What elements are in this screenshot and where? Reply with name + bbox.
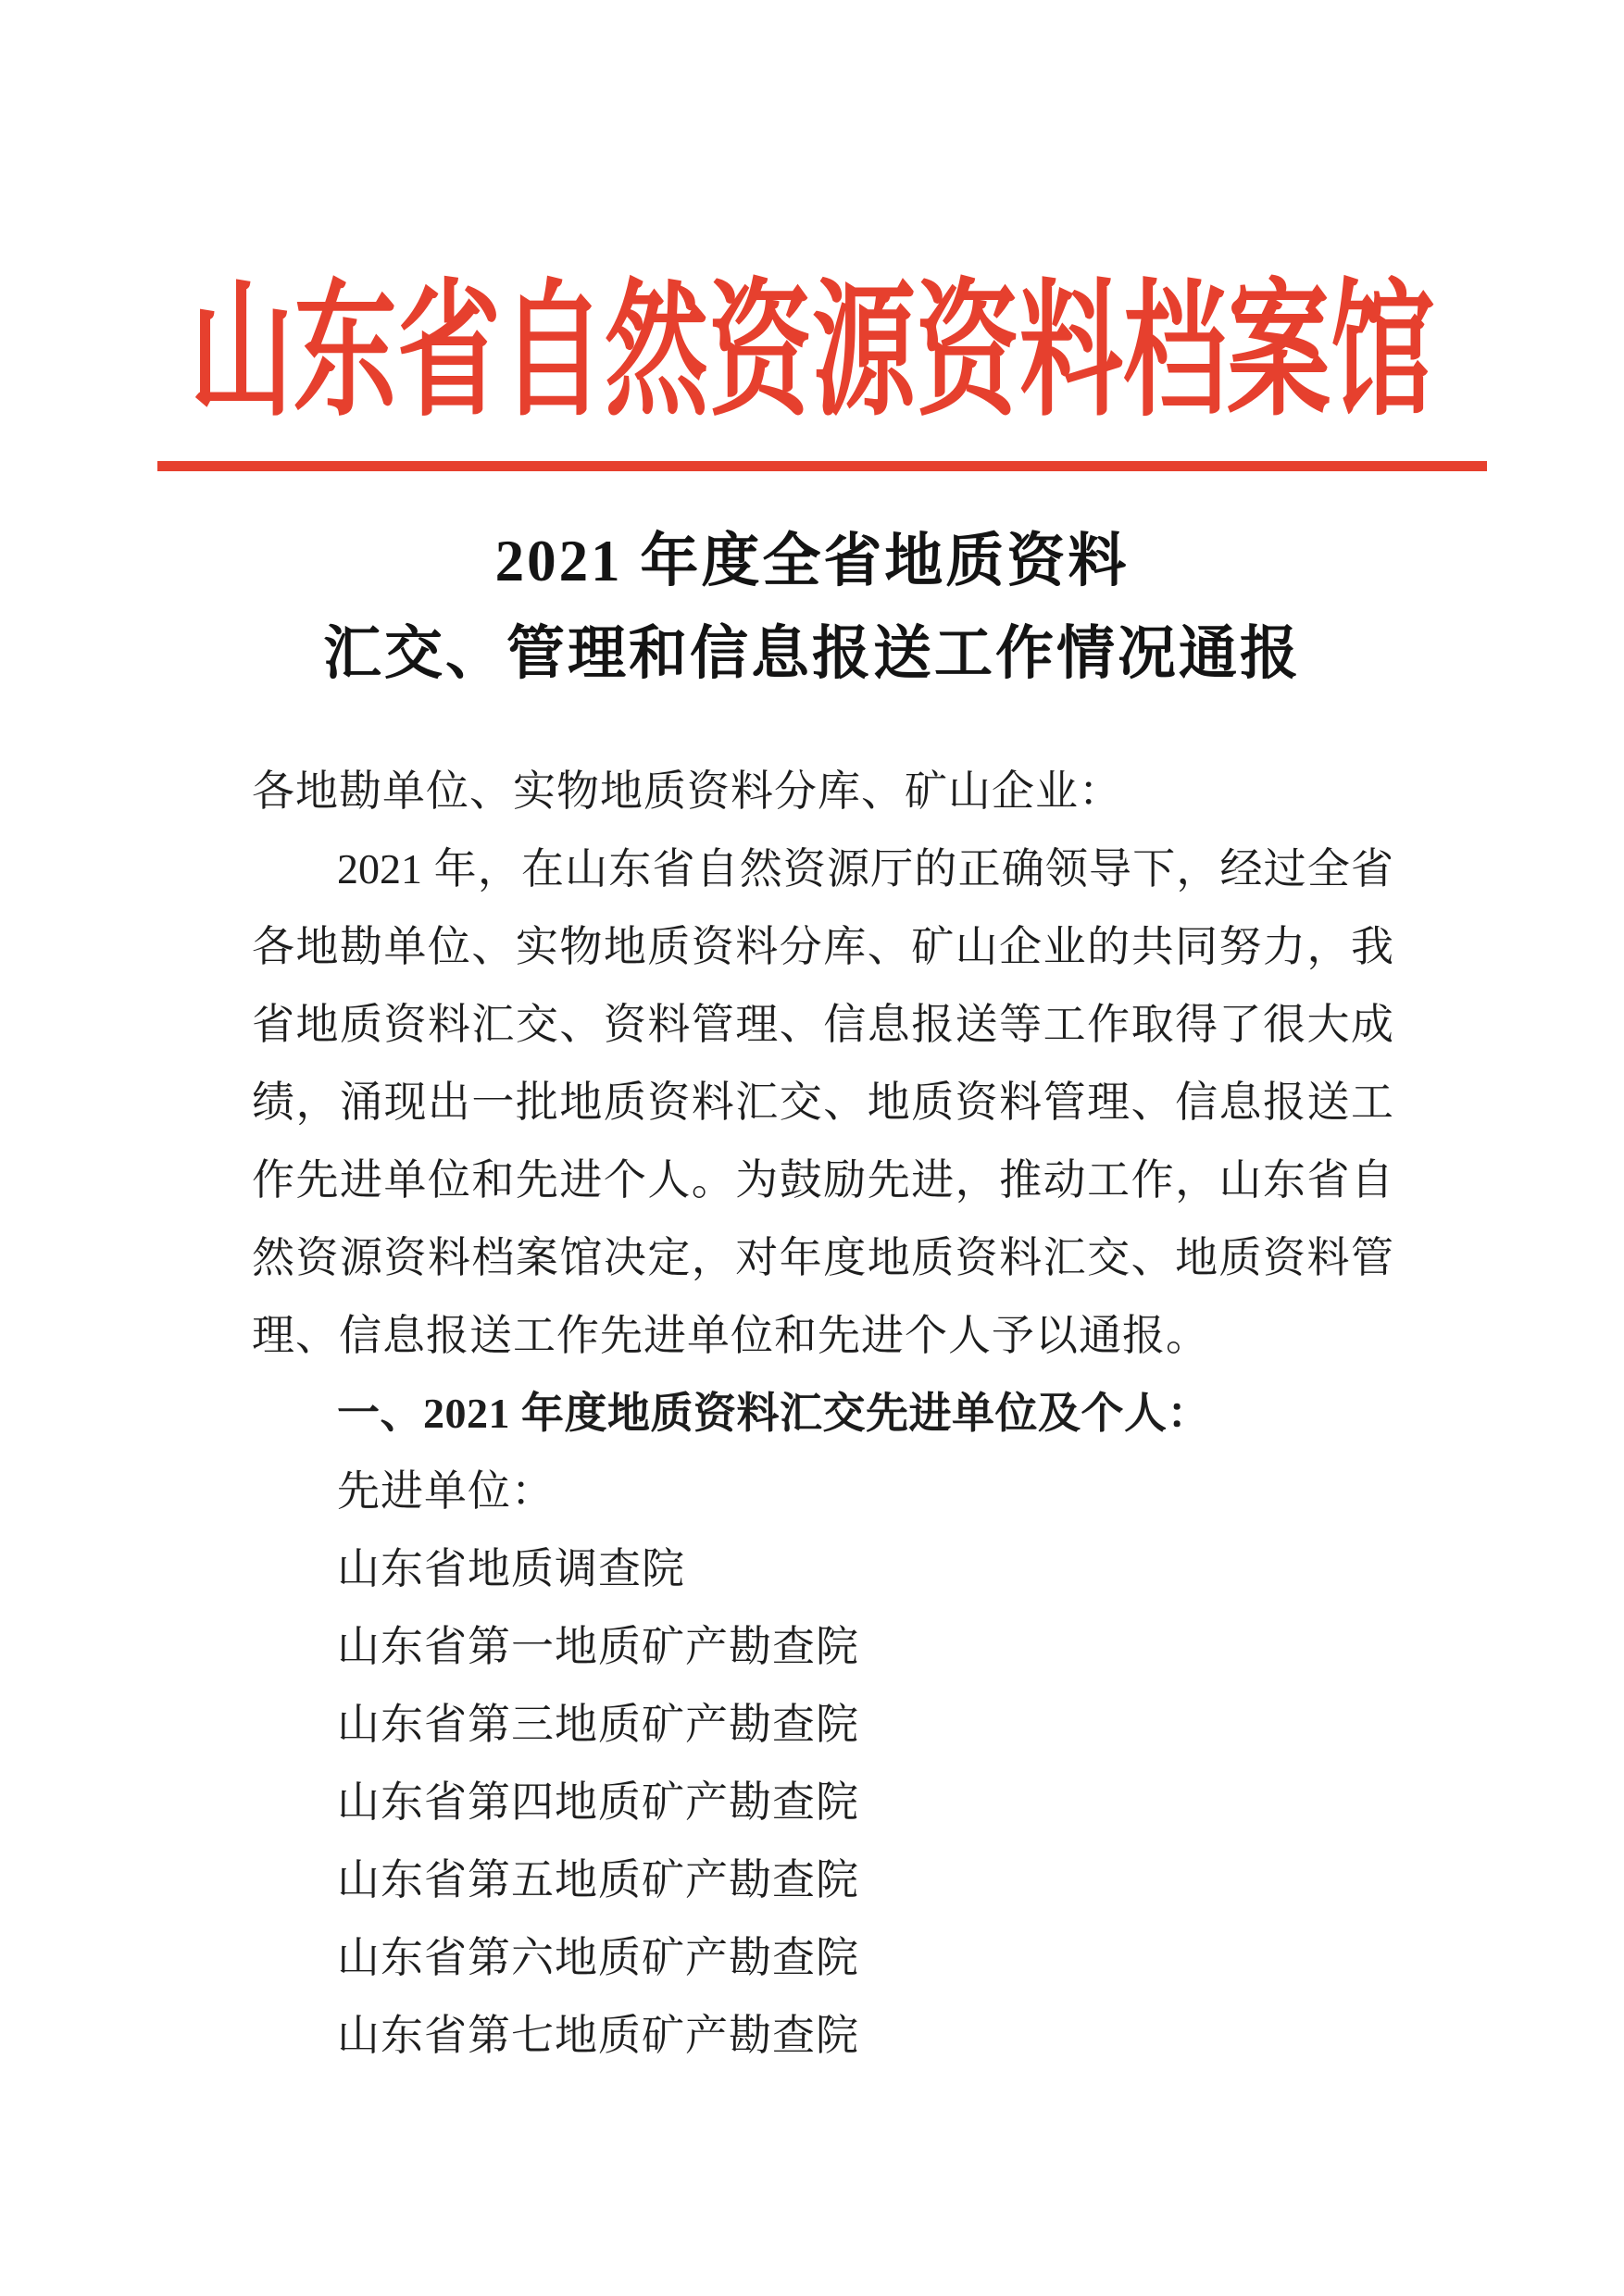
letterhead-org-name: 山东省自然资源资料档案馆 <box>190 271 1434 435</box>
paragraph-line: 省地质资料汇交、资料管理、信息报送等工作取得了很大成 <box>252 1001 1393 1048</box>
unit-list-item: 山东省第一地质矿产勘查院 <box>337 1623 859 1670</box>
unit-list-item: 山东省第五地质矿产勘查院 <box>337 1856 859 1903</box>
unit-list-item: 山东省第三地质矿产勘查院 <box>337 1701 859 1748</box>
section-heading: 一、2021 年度地质资料汇交先进单位及个人： <box>337 1390 1210 1437</box>
document-title-line-2: 汇交、管理和信息报送工作情况通报 <box>323 621 1301 686</box>
letterhead-divider-rule <box>157 461 1487 471</box>
unit-list-item: 山东省第七地质矿产勘查院 <box>337 2012 859 2059</box>
document-title-line-1: 2021 年度全省地质资料 <box>494 529 1130 593</box>
paragraph-line: 各地勘单位、实物地质资料分库、矿山企业的共同努力，我 <box>252 923 1393 970</box>
subheading-advanced-units: 先进单位： <box>337 1467 555 1515</box>
document-title <box>0 515 1624 700</box>
paragraph-line: 2021 年，在山东省自然资源厅的正确领导下，经过全省 <box>337 845 1393 892</box>
paragraph-line: 绩，涌现出一批地质资料汇交、地质资料管理、信息报送工 <box>252 1079 1393 1126</box>
salutation-line: 各地勘单位、实物地质资料分库、矿山企业： <box>252 767 1122 815</box>
unit-list-item: 山东省第六地质矿产勘查院 <box>337 1934 859 1981</box>
unit-list-item: 山东省地质调查院 <box>337 1545 685 1592</box>
unit-list-item: 山东省第四地质矿产勘查院 <box>337 1778 859 1826</box>
paragraph-line: 作先进单位和先进个人。为鼓励先进，推动工作，山东省自 <box>252 1156 1393 1204</box>
paragraph-line: 理、信息报送工作先进单位和先进个人予以通报。 <box>252 1312 1209 1359</box>
paragraph-line: 然资源资料档案馆决定，对年度地质资料汇交、地质资料管 <box>252 1234 1393 1281</box>
